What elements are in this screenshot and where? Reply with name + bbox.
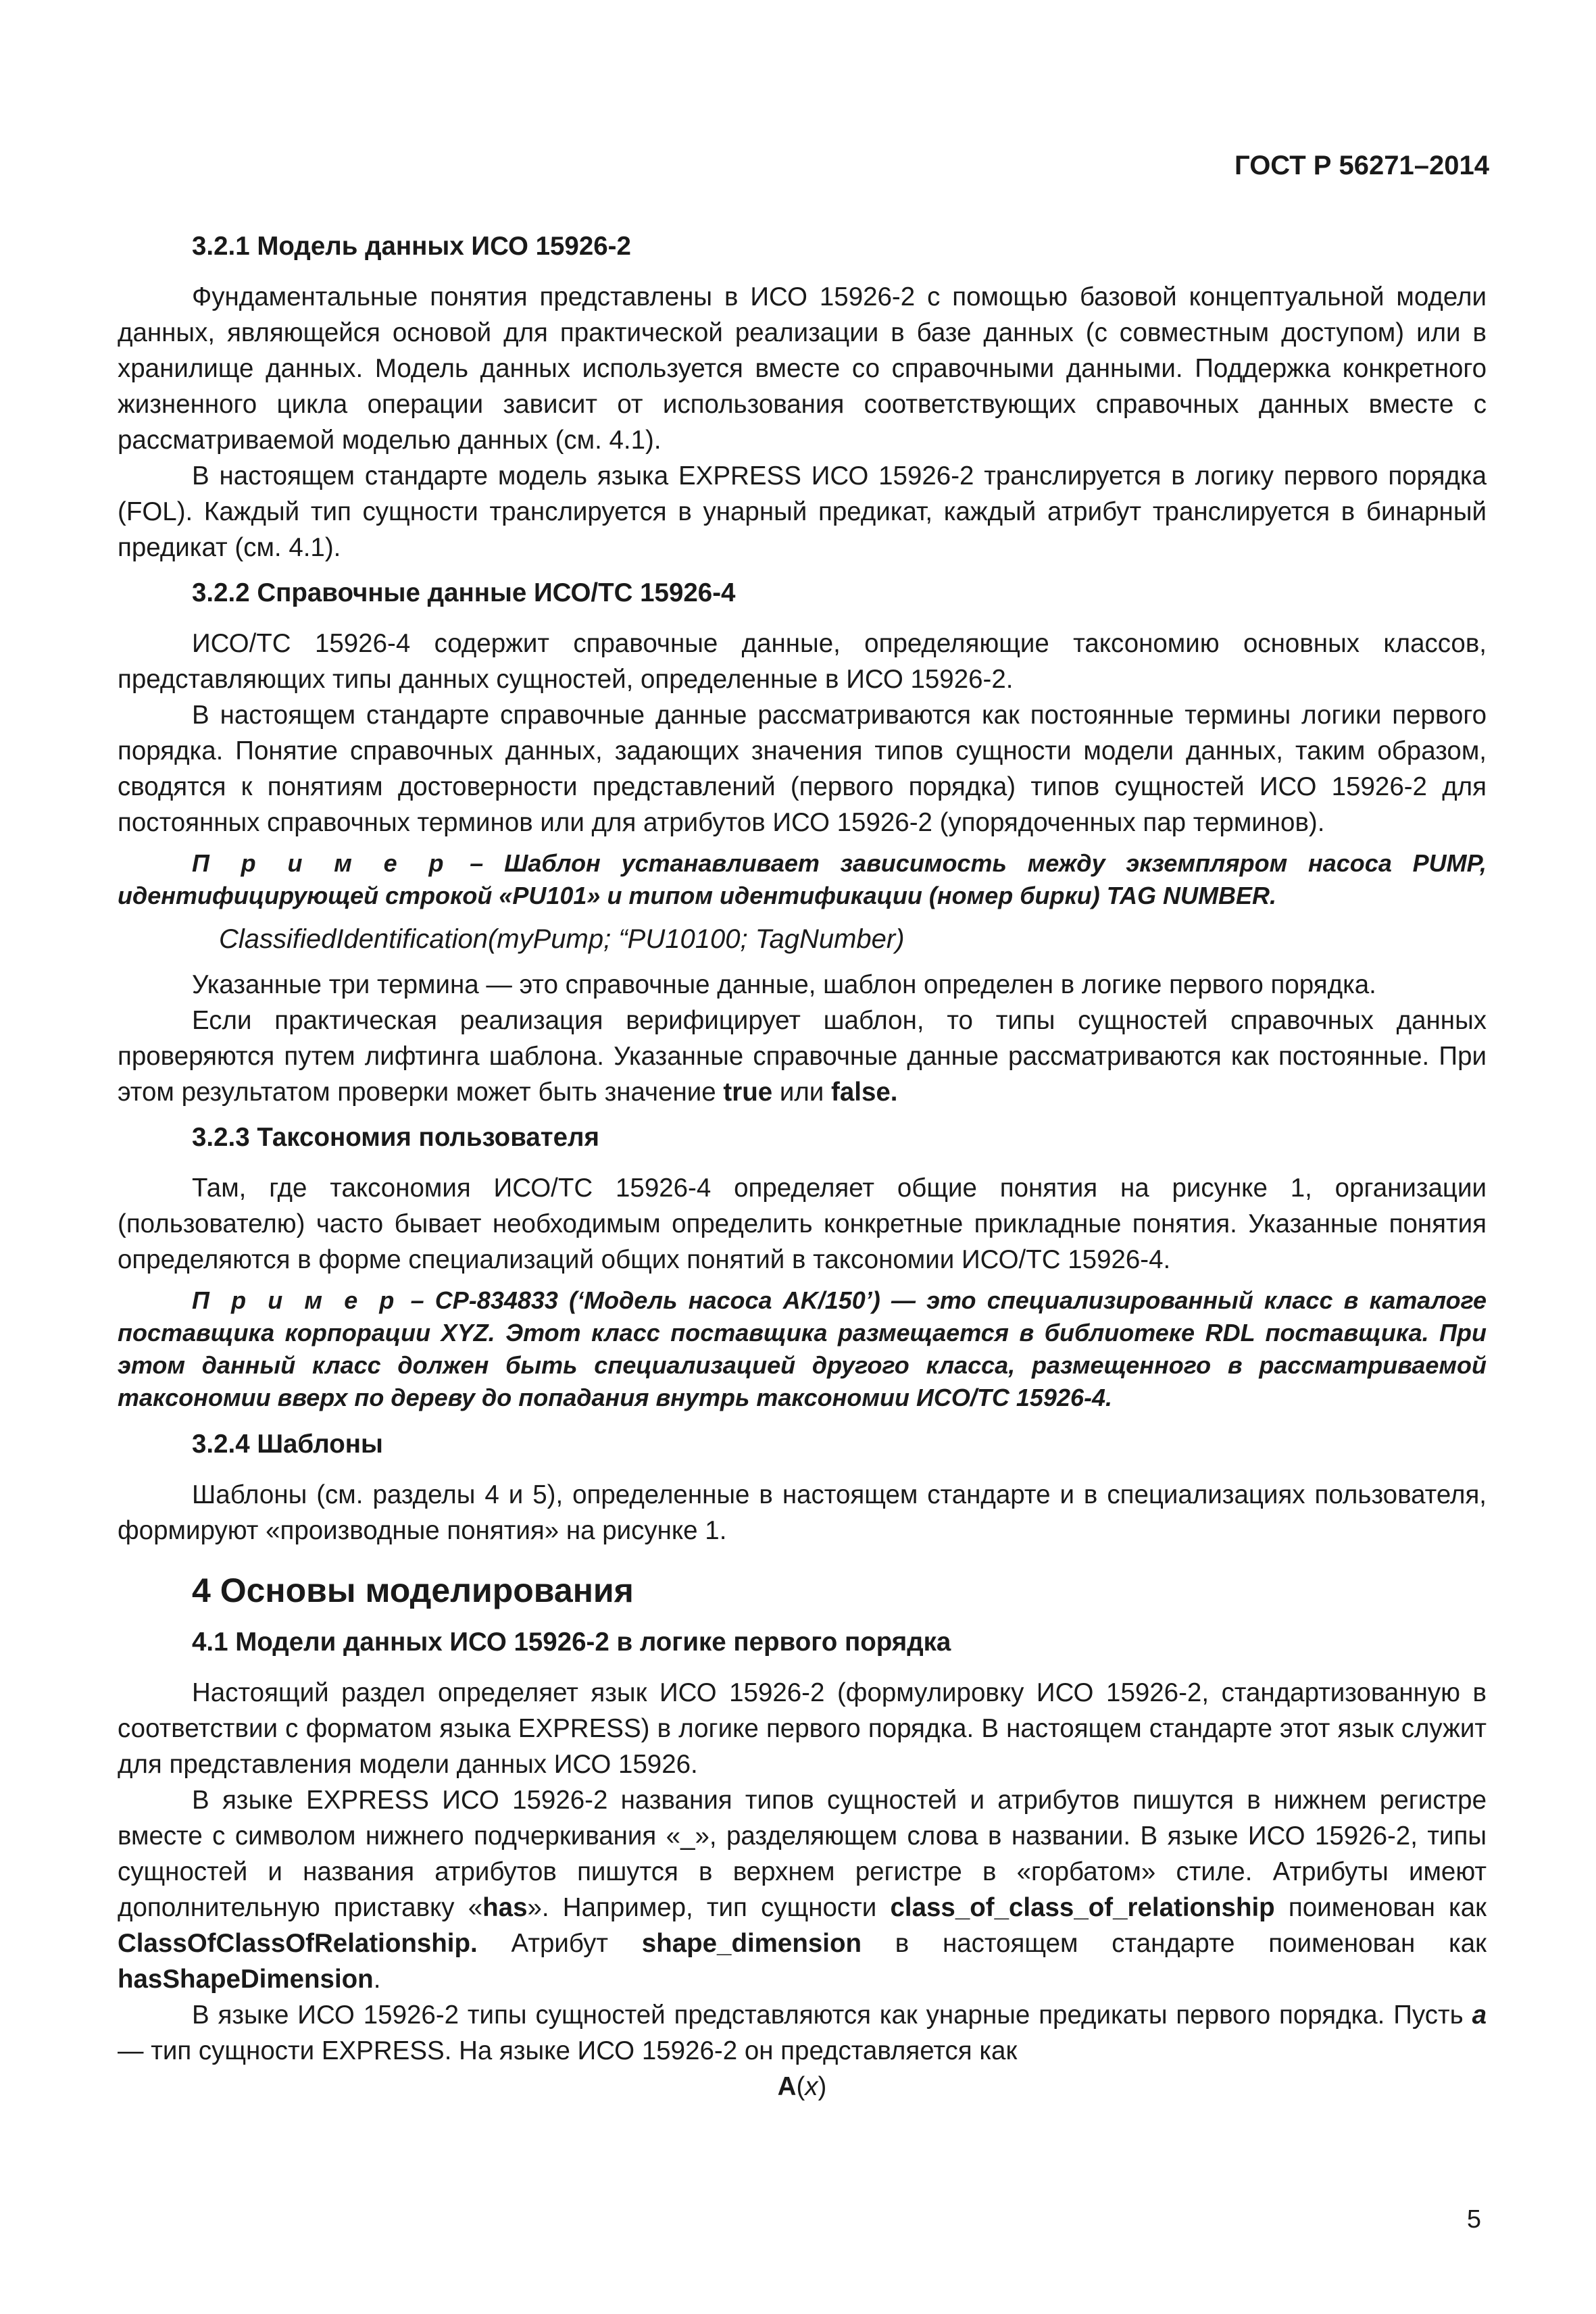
section-3-2-3-example xyxy=(118,1284,1487,1414)
paragraph-text: — тип сущности EXPRESS. На языке ИСО 15926-2 он представляется как xyxy=(118,2036,1018,2065)
section-3-2-4-title: 3.2.4 Шаблоны xyxy=(192,1430,383,1459)
section-3-2-2-paragraph-2: В настоящем стандарте справочные данные рассматриваются как постоянные термины логики первого порядка. Понятие справочных данных, задающих значения типов сущности модели данных, таким образом, сводятся к понятиям достоверности представлений (первого порядка) типов сущностей ИСО 15926-2 для постоянных справочных терминов или для атрибутов ИСО 15926-2 (упорядоченных пар терминов). xyxy=(118,701,1487,837)
section-3-2-1-paragraph-2: В настоящем стандарте модель языка EXPRESS ИСО 15926-2 транслируется в логику первого порядка (FOL). Каждый тип сущности транслируется в унарный предикат, каждый атрибут транслируется в бинарный предикат (см. 4.1). xyxy=(118,461,1487,562)
entity-name-camel: ClassOfClassOfRelationship. xyxy=(118,1929,478,1958)
document-id: ГОСТ Р 56271–2014 xyxy=(1235,151,1489,180)
example-label: П р и м е р xyxy=(192,1286,400,1314)
keyword-false: false. xyxy=(831,1078,898,1107)
page-content xyxy=(118,223,1487,2105)
example-text: – Шаблон устанавливает зависимость между экземпляром насоса PUMP, идентифицирующей строкой «PU101» и типом идентификации (номер бирки) TAG NUMBER. xyxy=(118,849,1487,909)
paragraph-text: поименован как xyxy=(1274,1893,1487,1922)
section-3-2-2-paragraph-1: ИСО/ТС 15926-4 содержит справочные данные, определяющие таксономию основных классов, представляющих типы данных сущностей, определенные в ИСО 15926-2. xyxy=(118,629,1487,694)
section-3-2-2-example xyxy=(118,847,1487,912)
entity-name-snake: class_of_class_of_relationship xyxy=(890,1893,1275,1922)
section-3-2-3-title: 3.2.3 Таксономия пользователя xyxy=(192,1123,599,1152)
paragraph-text: В языке ИСО 15926-2 типы сущностей представляются как унарные предикаты первого порядка. Пусть xyxy=(192,2001,1472,2030)
paragraph-text: В языке EXPRESS ИСО 15926-2 названия типов сущностей и атрибутов пишутся в нижнем регистре вместе с символом нижнего подчеркивания «_», разделяющем слова в названии. В языке ИСО 15926-2, типы сущностей и названия атрибутов пишутся в верхнем регистре в «горбатом» стиле. Атрибуты имеют дополнительную приставку « xyxy=(118,1786,1487,1922)
paragraph-text: Атрибут xyxy=(477,1929,642,1958)
paragraph-text: или xyxy=(772,1078,832,1107)
section-4-1-paragraph-1: Настоящий раздел определяет язык ИСО 15926-2 (формулировку ИСО 15926-2, стандартизованную в соответствии с форматом языка EXPRESS) в логике первого порядка. В настоящем стандарте этот язык служит для представления модели данных ИСО 15926. xyxy=(118,1678,1487,1779)
predicate-variable: x xyxy=(805,2072,818,2101)
variable-a: a xyxy=(1472,2001,1487,2030)
section-4-title: 4 Основы моделирования xyxy=(192,1571,634,1609)
section-4-1-title: 4.1 Модели данных ИСО 15926-2 в логике первого порядка xyxy=(192,1628,951,1657)
formula-paren: ) xyxy=(818,2072,827,2101)
paragraph-text: . xyxy=(373,1965,381,1994)
predicate-name: A xyxy=(777,2072,797,2101)
section-3-2-1-paragraph-1: Фундаментальные понятия представлены в ИСО 15926-2 с помощью базовой концептуальной модели данных, являющейся основой для практической реализации в базе данных (с совместным доступом) или в хранилище данных. Модель данных используется вместе со справочными данными. Поддержка конкретного жизненного цикла операции зависит от использования соответствующих справочных данных вместе с рассматриваемой моделью данных (см. 4.1). xyxy=(118,282,1487,455)
section-3-2-4-paragraph-1: Шаблоны (см. разделы 4 и 5), определенные в настоящем стандарте и в специализациях пользователя, формируют «производные понятия» на рисунке 1. xyxy=(118,1480,1487,1545)
formula-paren: ( xyxy=(796,2072,805,2101)
section-3-2-1-title: 3.2.1 Модель данных ИСО 15926-2 xyxy=(192,232,631,261)
attribute-name-camel: hasShapeDimension xyxy=(118,1965,374,1994)
section-3-2-2-paragraph-4 xyxy=(118,1003,1487,1110)
paragraph-text: ». Например, тип сущности xyxy=(527,1893,891,1922)
attribute-name-snake: shape_dimension xyxy=(641,1929,862,1958)
prefix-has: has xyxy=(482,1893,528,1922)
paragraph-text: Если практическая реализация верифицирует шаблон, то типы сущностей справочных данных проверяются путем лифтинга шаблона. Указанные справочные данные рассматриваются как постоянные. При этом результатом проверки может быть значение xyxy=(118,1006,1487,1107)
predicate-formula xyxy=(118,2069,1487,2105)
section-4-1-paragraph-2 xyxy=(118,1782,1487,1997)
keyword-true: true xyxy=(723,1078,773,1107)
section-4-1-paragraph-3 xyxy=(118,1997,1487,2069)
section-3-2-2-paragraph-3: Указанные три термина — это справочные данные, шаблон определен в логике первого порядка. xyxy=(192,970,1376,999)
paragraph-text: в настоящем стандарте поименован как xyxy=(861,1929,1487,1958)
page-number: 5 xyxy=(1466,2205,1481,2234)
section-3-2-3-paragraph-1: Там, где таксономия ИСО/ТС 15926-4 определяет общие понятия на рисунке 1, организации (пользователю) часто бывает необходимым определить конкретные прикладные понятия. Указанные понятия определяются в форме специализаций общих понятий в таксономии ИСО/ТС 15926-4. xyxy=(118,1174,1487,1274)
example-label: П р и м е р xyxy=(192,849,449,877)
example-text: – CP-834833 (‘Модель насоса AK/150’) — это специализированный класс в каталоге поставщика корпорации XYZ. Этот класс поставщика размещается в библиотеке RDL поставщика. При этом данный класс должен быть специализацией другого класса, размещенного в рассматриваемой таксономии вверх по дереву до попадания внутрь таксономии ИСО/ТС 15926-4. xyxy=(118,1286,1487,1411)
template-formula: ClassifiedIdentification(myPump; “PU10100; TagNumber) xyxy=(219,924,905,954)
section-3-2-2-title: 3.2.2 Справочные данные ИСО/ТС 15926-4 xyxy=(192,578,736,607)
